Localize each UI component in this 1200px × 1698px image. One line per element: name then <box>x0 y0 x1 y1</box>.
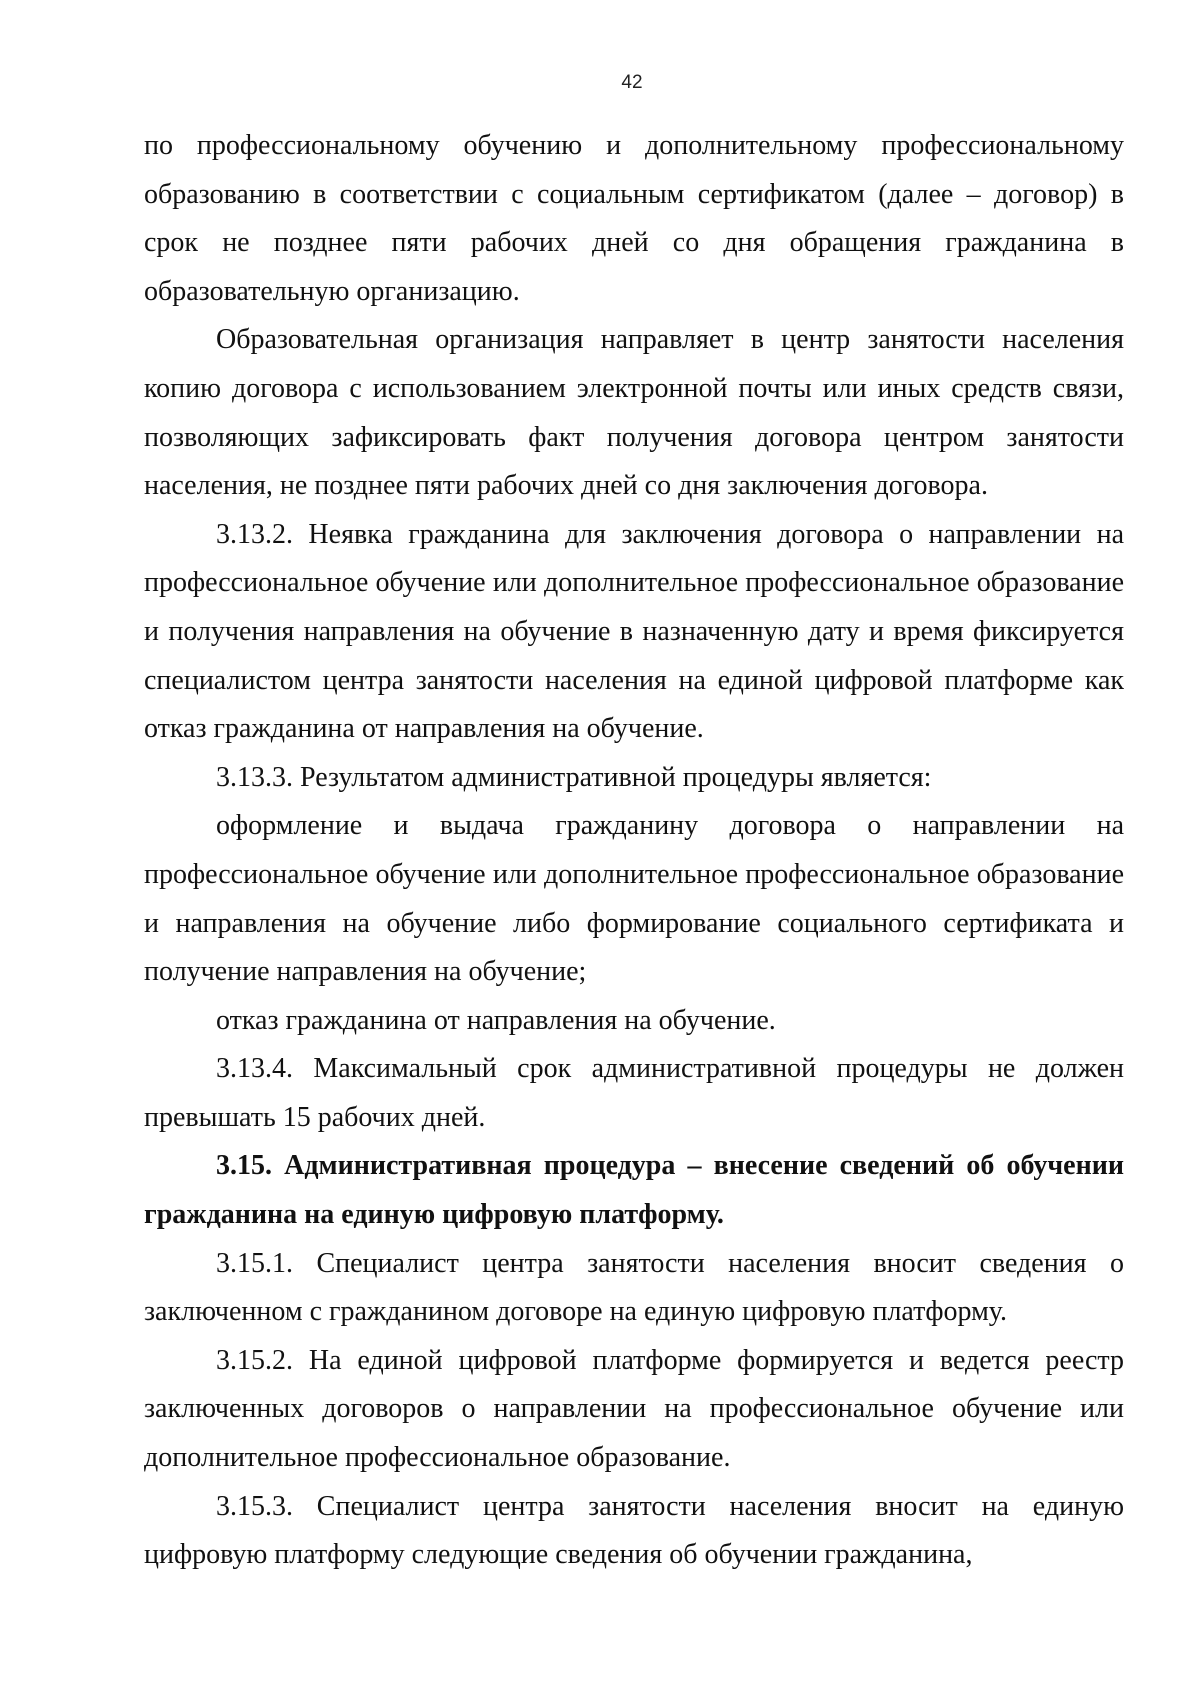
paragraph-copy-of-contract: Образовательная организация направляет в центр занятости населения копию договора с использованием электронной почты или иных средств связи, позволяющих зафиксировать факт получения договора центром занятости населения, не позднее пяти рабочих дней со дня заключения договора. <box>144 324 1124 502</box>
paragraph-3-13-3: 3.13.3. Результатом административной процедуры является: <box>216 761 932 793</box>
paragraph-result-item-2: отказ гражданина от направления на обучение. <box>216 1004 776 1036</box>
paragraph-3-15-2: 3.15.2. На единой цифровой платформе формируется и ведется реестр заключенных договоров о направлении на профессиональное обучение или дополнительное профессиональное образование. <box>144 1344 1124 1474</box>
paragraph-3-15-1: 3.15.1. Специалист центра занятости населения вносит сведения о заключенном с гражданином договоре на единую цифровую платформу. <box>144 1247 1124 1328</box>
paragraph-3-13-2: 3.13.2. Неявка гражданина для заключения договора о направлении на профессиональное обучение или дополнительное профессиональное образование и получения направления на обучение в назначенную дату и время фиксируется специалистом центра занятости населения на единой цифровой платформе как отказ гражданина от направления на обучение. <box>144 518 1124 745</box>
paragraph-continuation: по профессиональному обучению и дополнительному профессиональному образованию в соответствии с социальным сертификатом (далее – договор) в срок не позднее пяти рабочих дней со дня обращения гражданина в образовательную организацию. <box>144 130 1124 307</box>
paragraph-3-13-4: 3.13.4. Максимальный срок административной процедуры не должен превышать 15 рабочих дней. <box>144 1053 1124 1133</box>
section-heading-3-15: 3.15. Административная процедура – внесение сведений об обучении гражданина на единую цифровую платформу. <box>144 1150 1124 1231</box>
paragraph-result-item-1: оформление и выдача гражданину договора о направлении на профессиональное обучение или дополнительное профессиональное образование и направления на обучение либо формирование социального сертификата и получение направления на обучение; <box>144 810 1124 988</box>
paragraph-3-15-3: 3.15.3. Специалист центра занятости населения вносит на единую цифровую платформу следующие сведения об обучении гражданина, <box>144 1490 1124 1571</box>
page-number: 42 <box>621 72 643 93</box>
document-body <box>144 122 1124 1580</box>
